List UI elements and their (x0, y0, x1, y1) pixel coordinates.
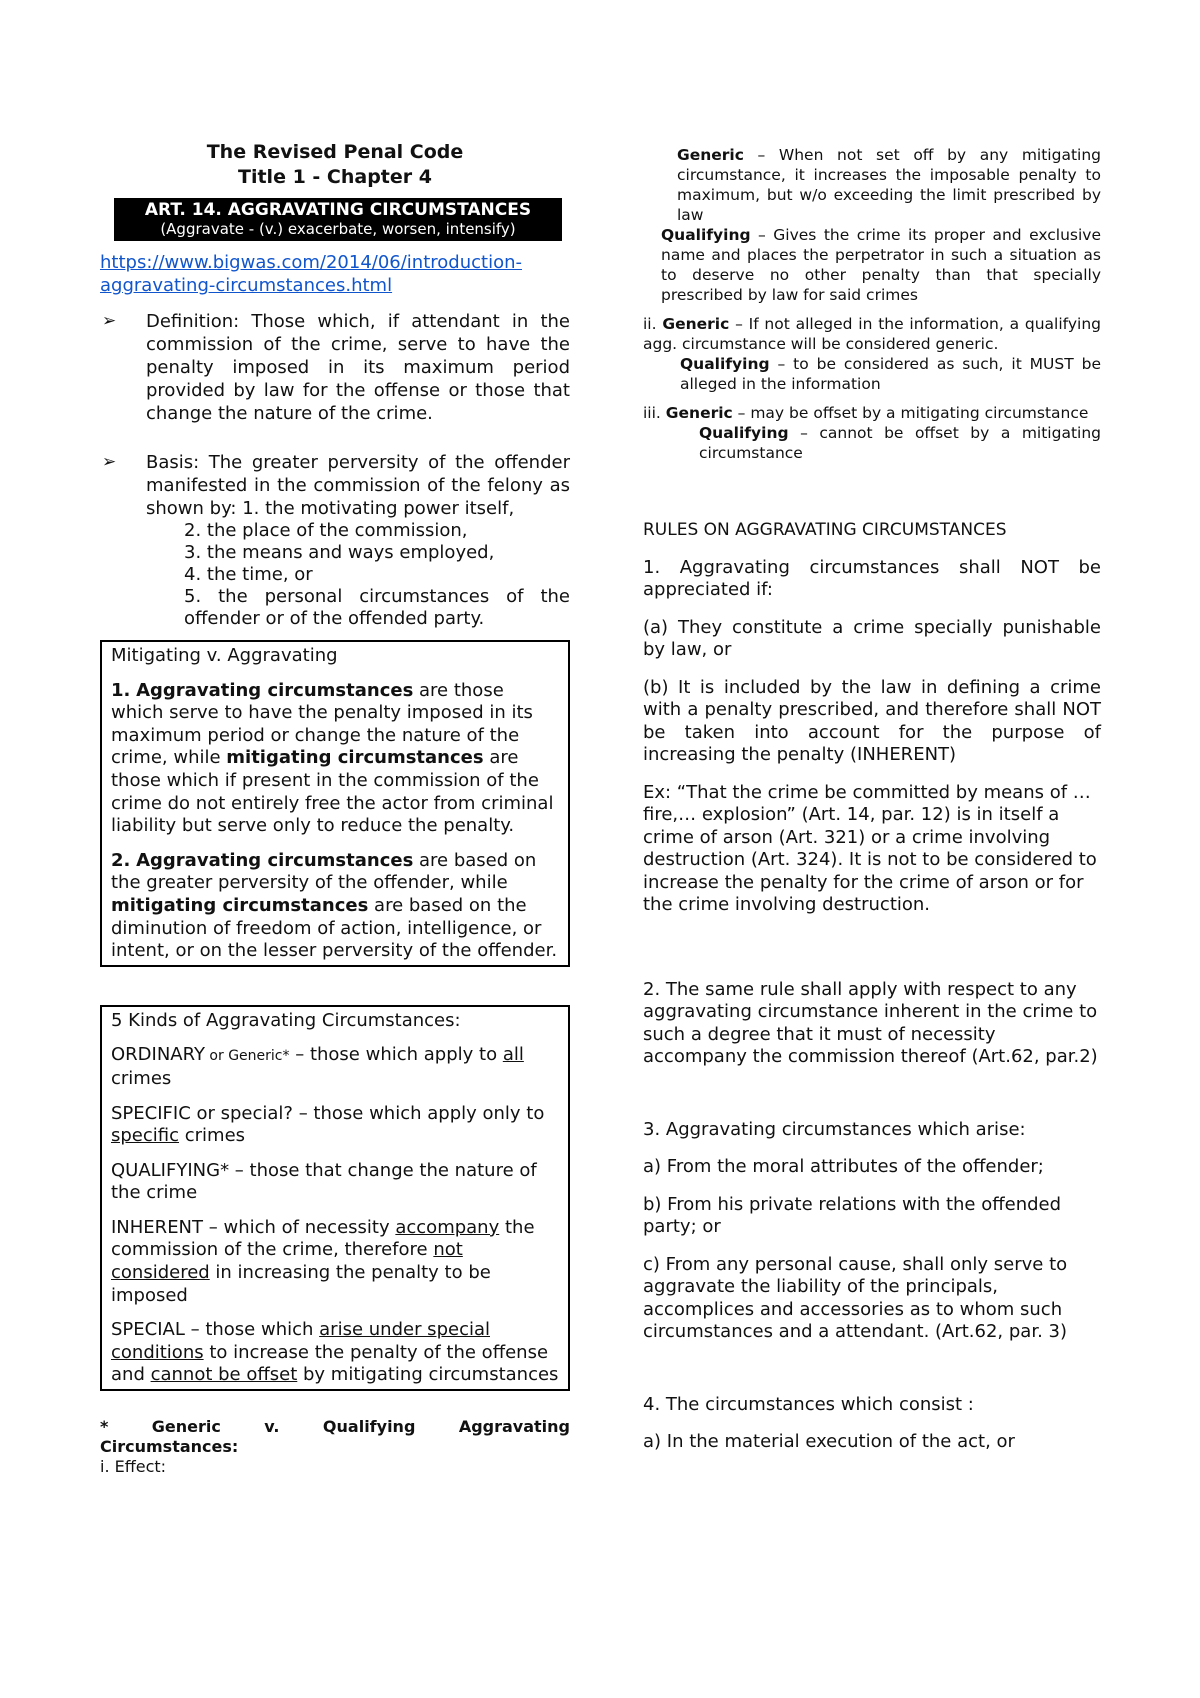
rule-1: 1. Aggravating circumstances shall NOT be appreciated if: (643, 556, 1101, 600)
mitigating-box-heading: Mitigating v. Aggravating (111, 645, 338, 666)
bold-term: Generic (662, 315, 730, 333)
kind-label: QUALIFYING* (111, 1159, 230, 1181)
rule-1b: (b) It is included by the law in defining a crime with a penalty prescribed, and therefore shall NOT be taken into account for the purpose of increasing the penalty (INHERENT) (643, 676, 1101, 765)
kind-text: – those that change the nature of the crime (111, 1159, 537, 1204)
reference-link[interactable] (100, 251, 570, 297)
rule-3a: a) From the moral attributes of the offender; (643, 1156, 1044, 1177)
generic-vs-qualifying-heading: * Generic v. Qualifying Aggravating (100, 1417, 570, 1437)
kind-specific (111, 1103, 559, 1148)
bold-term: Generic (677, 146, 744, 164)
basis-bullet (100, 451, 570, 520)
kind-text: in increasing the penalty to be imposed (111, 1262, 491, 1306)
para-number: 2. (111, 849, 131, 871)
article-title: ART. 14. AGGRAVATING CIRCUMSTANCES (144, 200, 532, 220)
kind-label: SPECIFIC or special? (111, 1102, 293, 1124)
roman-number: ii. (643, 315, 657, 333)
rule-1a: (a) They constitute a crime specially punishable by law, or (643, 616, 1101, 660)
para-text: are those which if present in the commission of the crime do not entirely free the actor from criminal liability but serve only to reduce the penalty. (111, 747, 554, 837)
kind-text: crimes (179, 1125, 246, 1147)
kind-text: the commission of the crime, therefore (111, 1216, 535, 1261)
kind-label: INHERENT (111, 1216, 204, 1238)
para-text: are based on the greater perversity of the offender, while (111, 849, 537, 894)
kinds-of-aggravating-box (100, 1005, 570, 1391)
arrow-bullet-icon: ➢ (102, 452, 117, 472)
right-column (643, 145, 1101, 1469)
kind-label: ORDINARY (111, 1044, 205, 1066)
kind-text: – those which apply to (289, 1044, 503, 1066)
generic-effect (643, 145, 1101, 225)
qualifying-allegation (643, 354, 1101, 394)
rule-3: 3. Aggravating circumstances which arise: (643, 1118, 1026, 1140)
kind-underlined: not considered (111, 1239, 463, 1284)
rule-4: 4. The circumstances which consist : (643, 1393, 974, 1415)
kind-inherent (111, 1217, 559, 1307)
rule-3b: b) From his private relations with the offended party; or (643, 1193, 1062, 1237)
rule-2: 2. The same rule shall apply with respect to any aggravating circumstance inherent in the crime to such a degree that it must of necessity accompany the commission thereof (Art.62, par.2) (643, 978, 1098, 1067)
document-subtitle: Title 1 - Chapter 4 (238, 166, 432, 188)
generic-allegation (643, 314, 1101, 354)
para-number: 1. (111, 679, 131, 701)
kind-ordinary (111, 1044, 559, 1090)
kind-underlined: cannot be offset (150, 1364, 298, 1386)
qualifying-offset (643, 423, 1101, 463)
basis-item: 2. the place of the commission, (184, 520, 468, 541)
kind-text: crimes (111, 1067, 172, 1089)
rule-4a: a) In the material execution of the act, or (643, 1431, 1015, 1452)
bold-term: Generic (665, 404, 733, 422)
rules-section (643, 519, 1101, 1454)
para-text: – Gives the crime its proper and exclusive name and places the perpetrator in such a situation as to deserve no other penalty than that specially prescribed by law for said crimes (661, 226, 1101, 304)
kind-text: – those which apply only to (292, 1102, 545, 1124)
para-text: – may be offset by a mitigating circumstance (732, 404, 1089, 422)
kind-underlined: specific (111, 1125, 180, 1147)
qualifying-effect (643, 225, 1101, 305)
generic-qualifying-comparison (643, 145, 1101, 463)
kind-text: by mitigating circumstances (297, 1364, 559, 1386)
kind-text: to increase the penalty of the offense and (111, 1341, 549, 1386)
article-subtitle: (Aggravate - (v.) exacerbate, worsen, intensify) (160, 220, 516, 238)
para-text: – to be considered as such, it MUST be alleged in the information (680, 355, 1101, 393)
mitigating-vs-aggravating-box (100, 640, 570, 967)
basis-item: 4. the time, or (184, 564, 313, 585)
para-text: – cannot be offset by a mitigating circumstance (699, 424, 1101, 462)
kinds-box-heading: 5 Kinds of Aggravating Circumstances: (111, 1009, 461, 1031)
kind-label: SPECIAL (111, 1319, 185, 1341)
para-text: – If not alleged in the information, a qualifying agg. circumstance will be considered generic. (643, 315, 1101, 353)
left-column (100, 140, 570, 1477)
definition-text: Definition: Those which, if attendant in the commission of the crime, serve to have the penalty imposed in its maximum period provided by law for the offense or those that change the nature of the crime. (146, 311, 570, 424)
arrow-bullet-icon: ➢ (102, 311, 117, 331)
generic-vs-qualifying-heading-2: Circumstances: (100, 1437, 239, 1457)
reference-link-line1: https://www.bigwas.com/2014/06/introduction- (100, 252, 522, 273)
kind-qualifying (111, 1160, 559, 1205)
kind-underlined: arise under special conditions (111, 1319, 490, 1363)
rule-3c: c) From any personal cause, shall only serve to aggravate the liability of the principals, accomplices and accessories as to whom such circumstances and a attendant. (Art.62, par. 3) (643, 1253, 1068, 1342)
kind-text: – which of necessity (203, 1216, 396, 1238)
roman-number: iii. (643, 404, 661, 422)
basis-list (100, 520, 570, 630)
definition-bullet (100, 310, 570, 425)
bold-term: Aggravating circumstances (136, 849, 414, 871)
para-text: are those which serve to have the penalty imposed in its maximum period or change the nature of the crime, while (111, 679, 533, 769)
bold-term: Qualifying (661, 226, 751, 244)
bold-term: Aggravating circumstances (136, 679, 414, 701)
rule-1-example: Ex: “That the crime be committed by means of …fire,… explosion” (Art. 14, par. 12) is in itself a crime of arson (Art. 321) or a crime involving destruction (Art. 324). It is not to be considered to increase the penalty for the crime of arson or for the crime involving destruction. (643, 781, 1097, 915)
kind-text: – those which (184, 1319, 320, 1341)
kind-underlined: all (502, 1044, 524, 1066)
reference-link-line2: aggravating-circumstances.html (100, 275, 393, 296)
para-text: – When not set off by any mitigating circumstance, it increases the imposable penalty to maximum, but w/o exceeding the limit prescribed by law (677, 146, 1101, 224)
article-banner (114, 198, 562, 241)
kind-label-small: or Generic* (204, 1048, 290, 1065)
bold-term: mitigating circumstances (111, 894, 369, 916)
mitigating-box-paragraph-1 (111, 680, 559, 838)
bold-term: Qualifying (680, 355, 770, 373)
bold-term: mitigating circumstances (226, 747, 484, 769)
bold-term: Qualifying (699, 424, 789, 442)
basis-item: 3. the means and ways employed, (184, 542, 495, 563)
document-title: The Revised Penal Code (206, 141, 464, 163)
basis-item: 5. the personal circumstances of the offender or of the offended party. (184, 586, 570, 629)
basis-text: Basis: The greater perversity of the offender manifested in the commission of the felony as shown by: 1. the motivating power itself, (146, 452, 570, 519)
mitigating-box-paragraph-2 (111, 850, 559, 963)
effect-label: i. Effect: (100, 1457, 167, 1477)
kind-underlined: accompany (395, 1216, 500, 1238)
generic-offset (643, 403, 1101, 423)
rules-heading: RULES ON AGGRAVATING CIRCUMSTANCES (643, 520, 1007, 540)
para-text: are based on the diminution of freedom of action, intelligence, or intent, or on the lesser perversity of the offender. (111, 894, 558, 962)
kind-special (111, 1319, 559, 1387)
